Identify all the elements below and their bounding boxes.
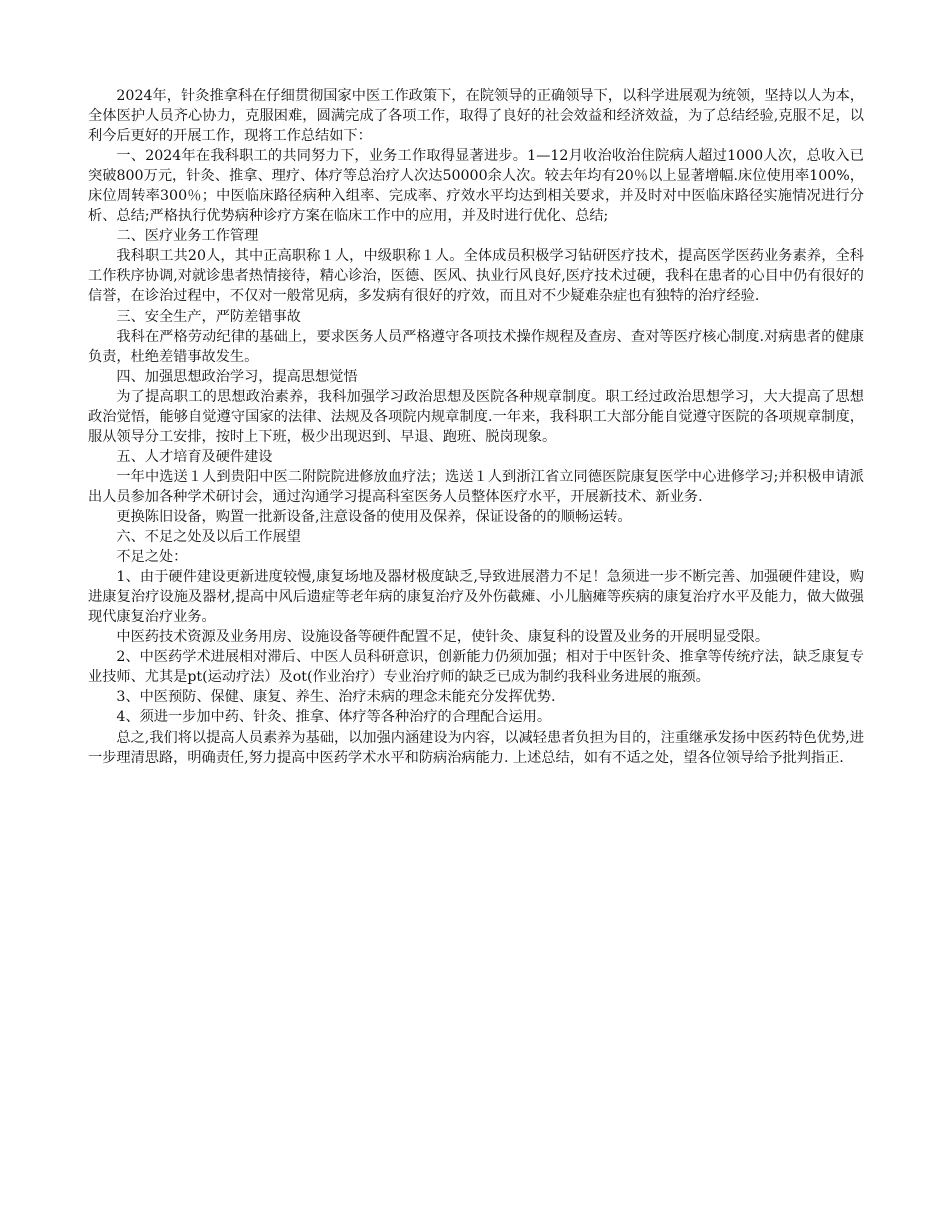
section-4-paragraph: 为了提高职工的思想政治素养，我科加强学习政治思想及医院各种规章制度。职工经过政治思想学习，大大提高了思想政治觉悟，能够自觉遵守国家的法律、法规及各项院内规章制度.一年来，我科职工大部分能自觉遵守医院的各项规章制度，服从领导分工安排，按时上下班，极少出现迟到、早退、跑班、脱岗现象。 xyxy=(88,388,864,445)
intro-paragraph: 2024年，针灸推拿科在仔细贯彻国家中医工作政策下，在院领导的正确领导下，以科学进展观为统领，坚持以人为本，全体医护人员齐心协力，克服困难，圆满完成了各项工作，取得了良好的社会效益和经济效益，为了总结经验,克服不足，以利今后更好的开展工作，现将工作总结如下： xyxy=(88,88,864,145)
conclusion-paragraph: 总之,我们将以提高人员素养为基础，以加强内涵建设为内容，以减轻患者负担为目的，注重继承发扬中医药特色优势,进一步理清思路，明确责任,努力提高中医药学术水平和防病治病能力. 上述总结，如有不适之处，望各位领导给予批判指正. xyxy=(88,729,864,766)
section-1-paragraph: 一、2024年在我科职工的共同努力下，业务工作取得显著进步。1—12月收治收治住院病人超过1000人次，总收入已突破800万元，针灸、推拿、理疗、体疗等总治疗人次达50000余人次。较去年均有20％以上显著增幅.床位使用率100%，床位周转率300％；中医临床路径病种入组率、完成率、疗效水平均达到相关要求，并及时对中医临床路径实施情况进行分析、总结;严格执行优势病种诊疗方案在临床工作中的应用，并及时进行优化、总结; xyxy=(88,148,864,225)
section-5-heading: 五、人才培育及硬件建设 xyxy=(116,448,273,465)
section-2-paragraph: 我科职工共20人，其中正高职称１人，中级职称１人。全体成员积极学习钻研医疗技术，提高医学医药业务素养，全科工作秩序协调,对就诊患者热情接待，精心诊治，医德、医风、执业行风良好,医疗技术过硬，我科在患者的心目中仍有很好的信誉，在诊治过程中，不仅对一般常见病，多发病有很好的疗效，而且对不少疑难杂症也有独特的治疗经验. xyxy=(88,248,864,305)
resources-paragraph: 中医药技术资源及业务用房、设施设备等硬件配置不足，使针灸、康复科的设置及业务的开展明显受限。 xyxy=(116,629,770,646)
shortcoming-3-paragraph: 3、中医预防、保健、康复、养生、治疗未病的理念未能充分发挥优势. xyxy=(116,689,556,706)
document-body xyxy=(88,86,864,768)
section-2-heading: 二、医疗业务工作管理 xyxy=(116,228,259,245)
section-6-heading: 六、不足之处及以后工作展望 xyxy=(116,529,301,546)
shortcoming-2-paragraph: 2、中医药学术进展相对滞后、中医人员科研意识，创新能力仍须加强；相对于中医针灸、推拿等传统疗法，缺乏康复专业技师、尤其是pt(运动疗法）及ot(作业治疗）专业治疗师的缺乏已成为制约我科业务进展的瓶颈。 xyxy=(88,649,864,686)
shortcomings-label: 不足之处： xyxy=(116,549,188,566)
section-3-paragraph: 我科在严格劳动纪律的基础上，要求医务人员严格遵守各项技术操作规程及查房、查对等医疗核心制度.对病患者的健康负责，杜绝差错事故发生。 xyxy=(88,328,864,365)
shortcoming-4-paragraph: 4、须进一步加中药、针灸、推拿、体疗等各种治疗的合理配合运用。 xyxy=(116,709,552,726)
section-5-paragraph: 一年中选送１人到贵阳中医二附院院进修放血疗法；选送１人到浙江省立同德医院康复医学中心进修学习;并积极申请派出人员参加各种学术研讨会，通过沟通学习提高科室医务人员整体医疗水平，开展新技术、新业务. xyxy=(88,468,864,505)
section-3-heading: 三、安全生产，严防差错事故 xyxy=(116,308,301,325)
section-5-equipment-paragraph: 更换陈旧设备，购置一批新设备,注意设备的使用及保养，保证设备的的顺畅运转。 xyxy=(116,508,632,525)
section-4-heading: 四、加强思想政治学习，提高思想觉悟 xyxy=(116,368,358,385)
shortcoming-1-paragraph: 1、由于硬件建设更新进度较慢,康复场地及器材极度缺乏,导致进展潜力不足！急须进一步不断完善、加强硬件建设，购进康复治疗设施及器材,提高中风后遗症等老年病的康复治疗及外伤截瘫、小儿脑瘫等疾病的康复治疗水平及能力，做大做强现代康复治疗业务。 xyxy=(88,569,864,626)
